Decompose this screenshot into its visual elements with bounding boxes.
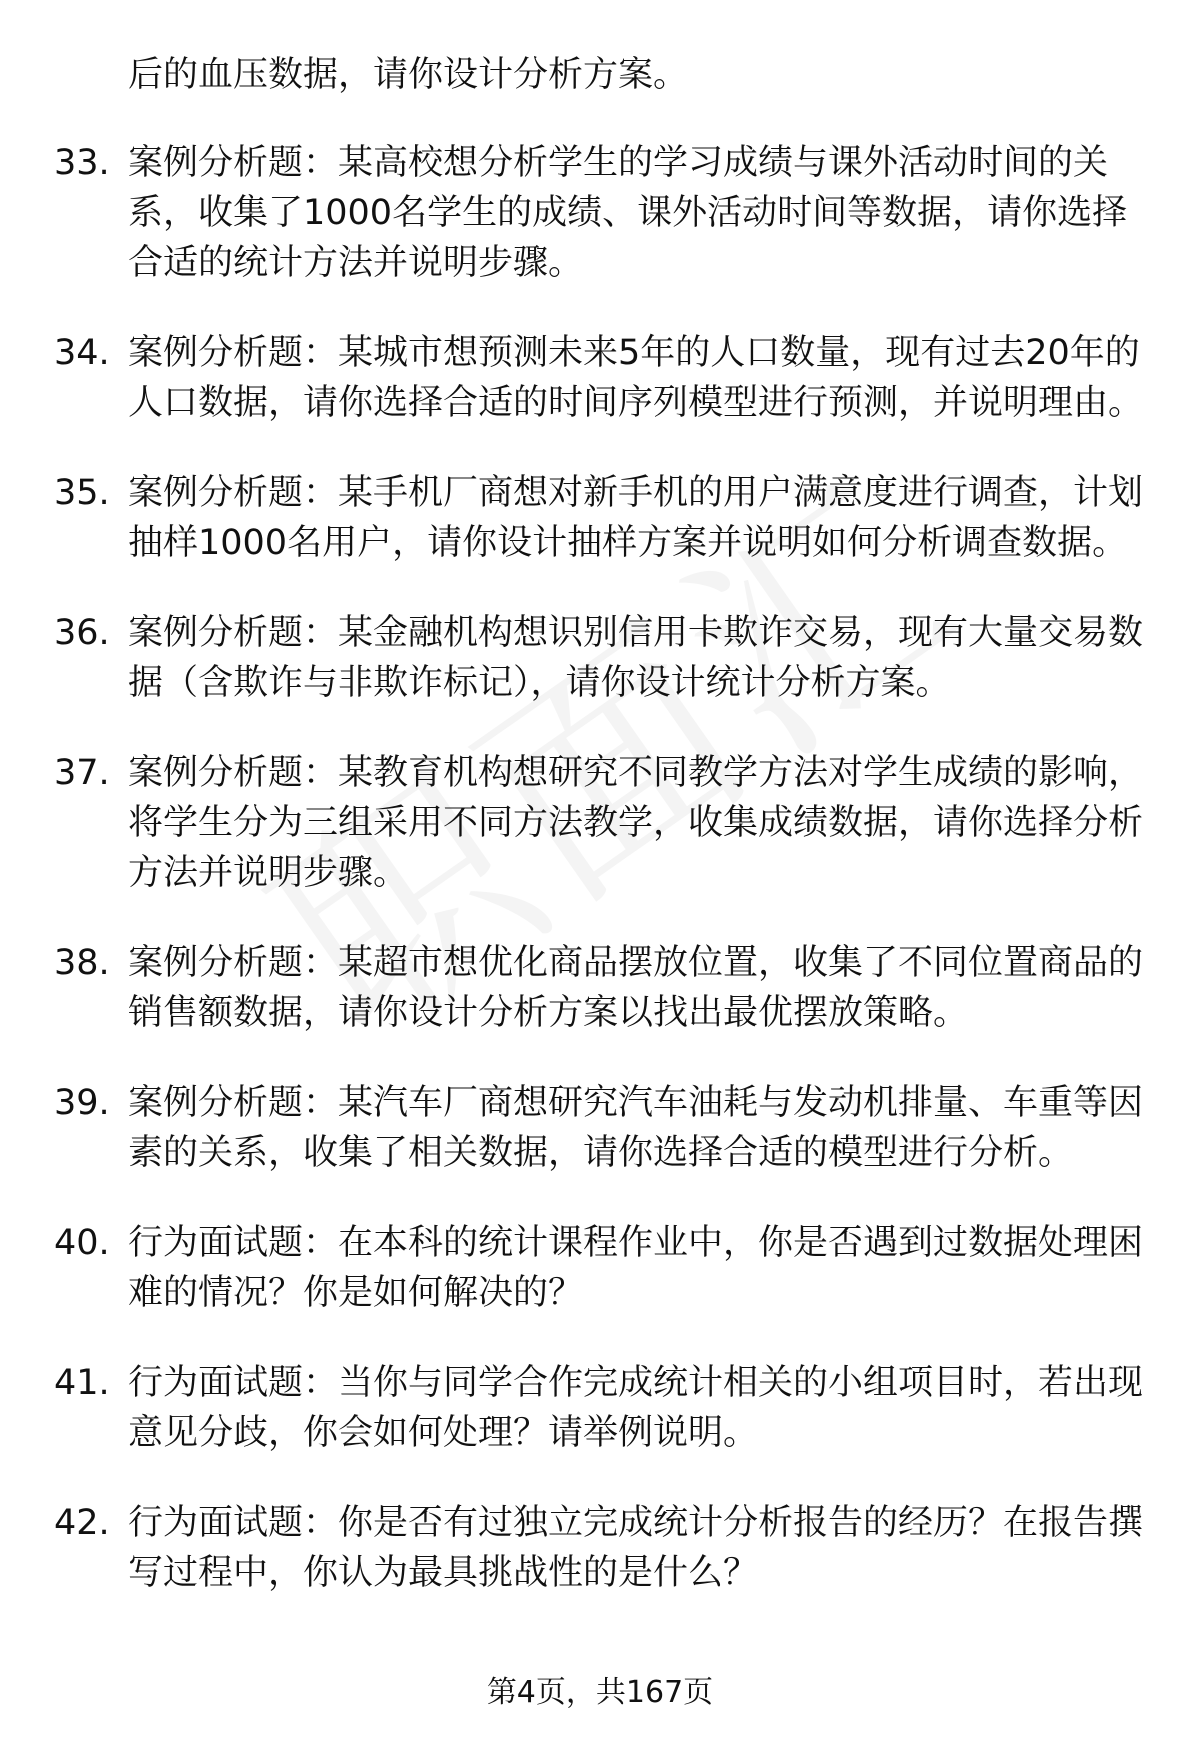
question-number: 41.	[54, 1363, 110, 1403]
question-text: 案例分析题：某汽车厂商想研究汽车油耗与发动机排量、车重等因素的关系，收集了相关数据，请你选择合适的模型进行分析。	[128, 1083, 1144, 1173]
question-item	[40, 1498, 1160, 1598]
question-text: 案例分析题：某超市想优化商品摆放位置，收集了不同位置商品的销售额数据，请你设计分析方案以找出最优摆放策略。	[128, 943, 1144, 1033]
question-item	[40, 1358, 1160, 1458]
question-number: 42.	[54, 1503, 110, 1543]
question-item	[40, 748, 1160, 898]
question-text: 案例分析题：某金融机构想识别信用卡欺诈交易，现有大量交易数据（含欺诈与非欺诈标记），请你设计统计分析方案。	[128, 613, 1144, 703]
question-number: 36.	[54, 613, 110, 653]
question-text: 行为面试题：在本科的统计课程作业中，你是否遇到过数据处理困难的情况？你是如何解决的？	[128, 1223, 1144, 1313]
question-number: 38.	[54, 943, 110, 983]
question-text: 案例分析题：某教育机构想研究不同教学方法对学生成绩的影响，将学生分为三组采用不同方法教学，收集成绩数据，请你选择分析方法并说明步骤。	[128, 753, 1144, 893]
question-number: 33.	[54, 143, 110, 183]
question-number: 40.	[54, 1223, 110, 1263]
question-item	[40, 1078, 1160, 1178]
question-text: 案例分析题：某手机厂商想对新手机的用户满意度进行调查，计划抽样1000名用户，请你设计抽样方案并说明如何分析调查数据。	[128, 473, 1144, 563]
page-footer: 第4页，共167页	[486, 1675, 714, 1710]
question-text: 案例分析题：某高校想分析学生的学习成绩与课外活动时间的关系，收集了1000名学生的成绩、课外活动时间等数据，请你选择合适的统计方法并说明步骤。	[128, 143, 1128, 283]
question-item	[40, 468, 1160, 568]
question-number: 35.	[54, 473, 110, 513]
question-number: 39.	[54, 1083, 110, 1123]
question-number: 37.	[54, 753, 110, 793]
question-text: 行为面试题：当你与同学合作完成统计相关的小组项目时，若出现意见分歧，你会如何处理？请举例说明。	[128, 1363, 1144, 1453]
question-item	[40, 938, 1160, 1038]
question-item	[40, 608, 1160, 708]
question-list	[40, 50, 1160, 1638]
question-text: 行为面试题：你是否有过独立完成统计分析报告的经历？在报告撰写过程中，你认为最具挑战性的是什么？	[128, 1503, 1144, 1593]
question-item	[40, 328, 1160, 428]
question-text: 案例分析题：某城市想预测未来5年的人口数量，现有过去20年的人口数据，请你选择合适的时间序列模型进行预测，并说明理由。	[128, 333, 1144, 423]
question-item	[40, 1218, 1160, 1318]
question-item	[40, 138, 1160, 288]
question-number: 34.	[54, 333, 110, 373]
continuation-text: 后的血压数据，请你设计分析方案。	[128, 55, 689, 95]
